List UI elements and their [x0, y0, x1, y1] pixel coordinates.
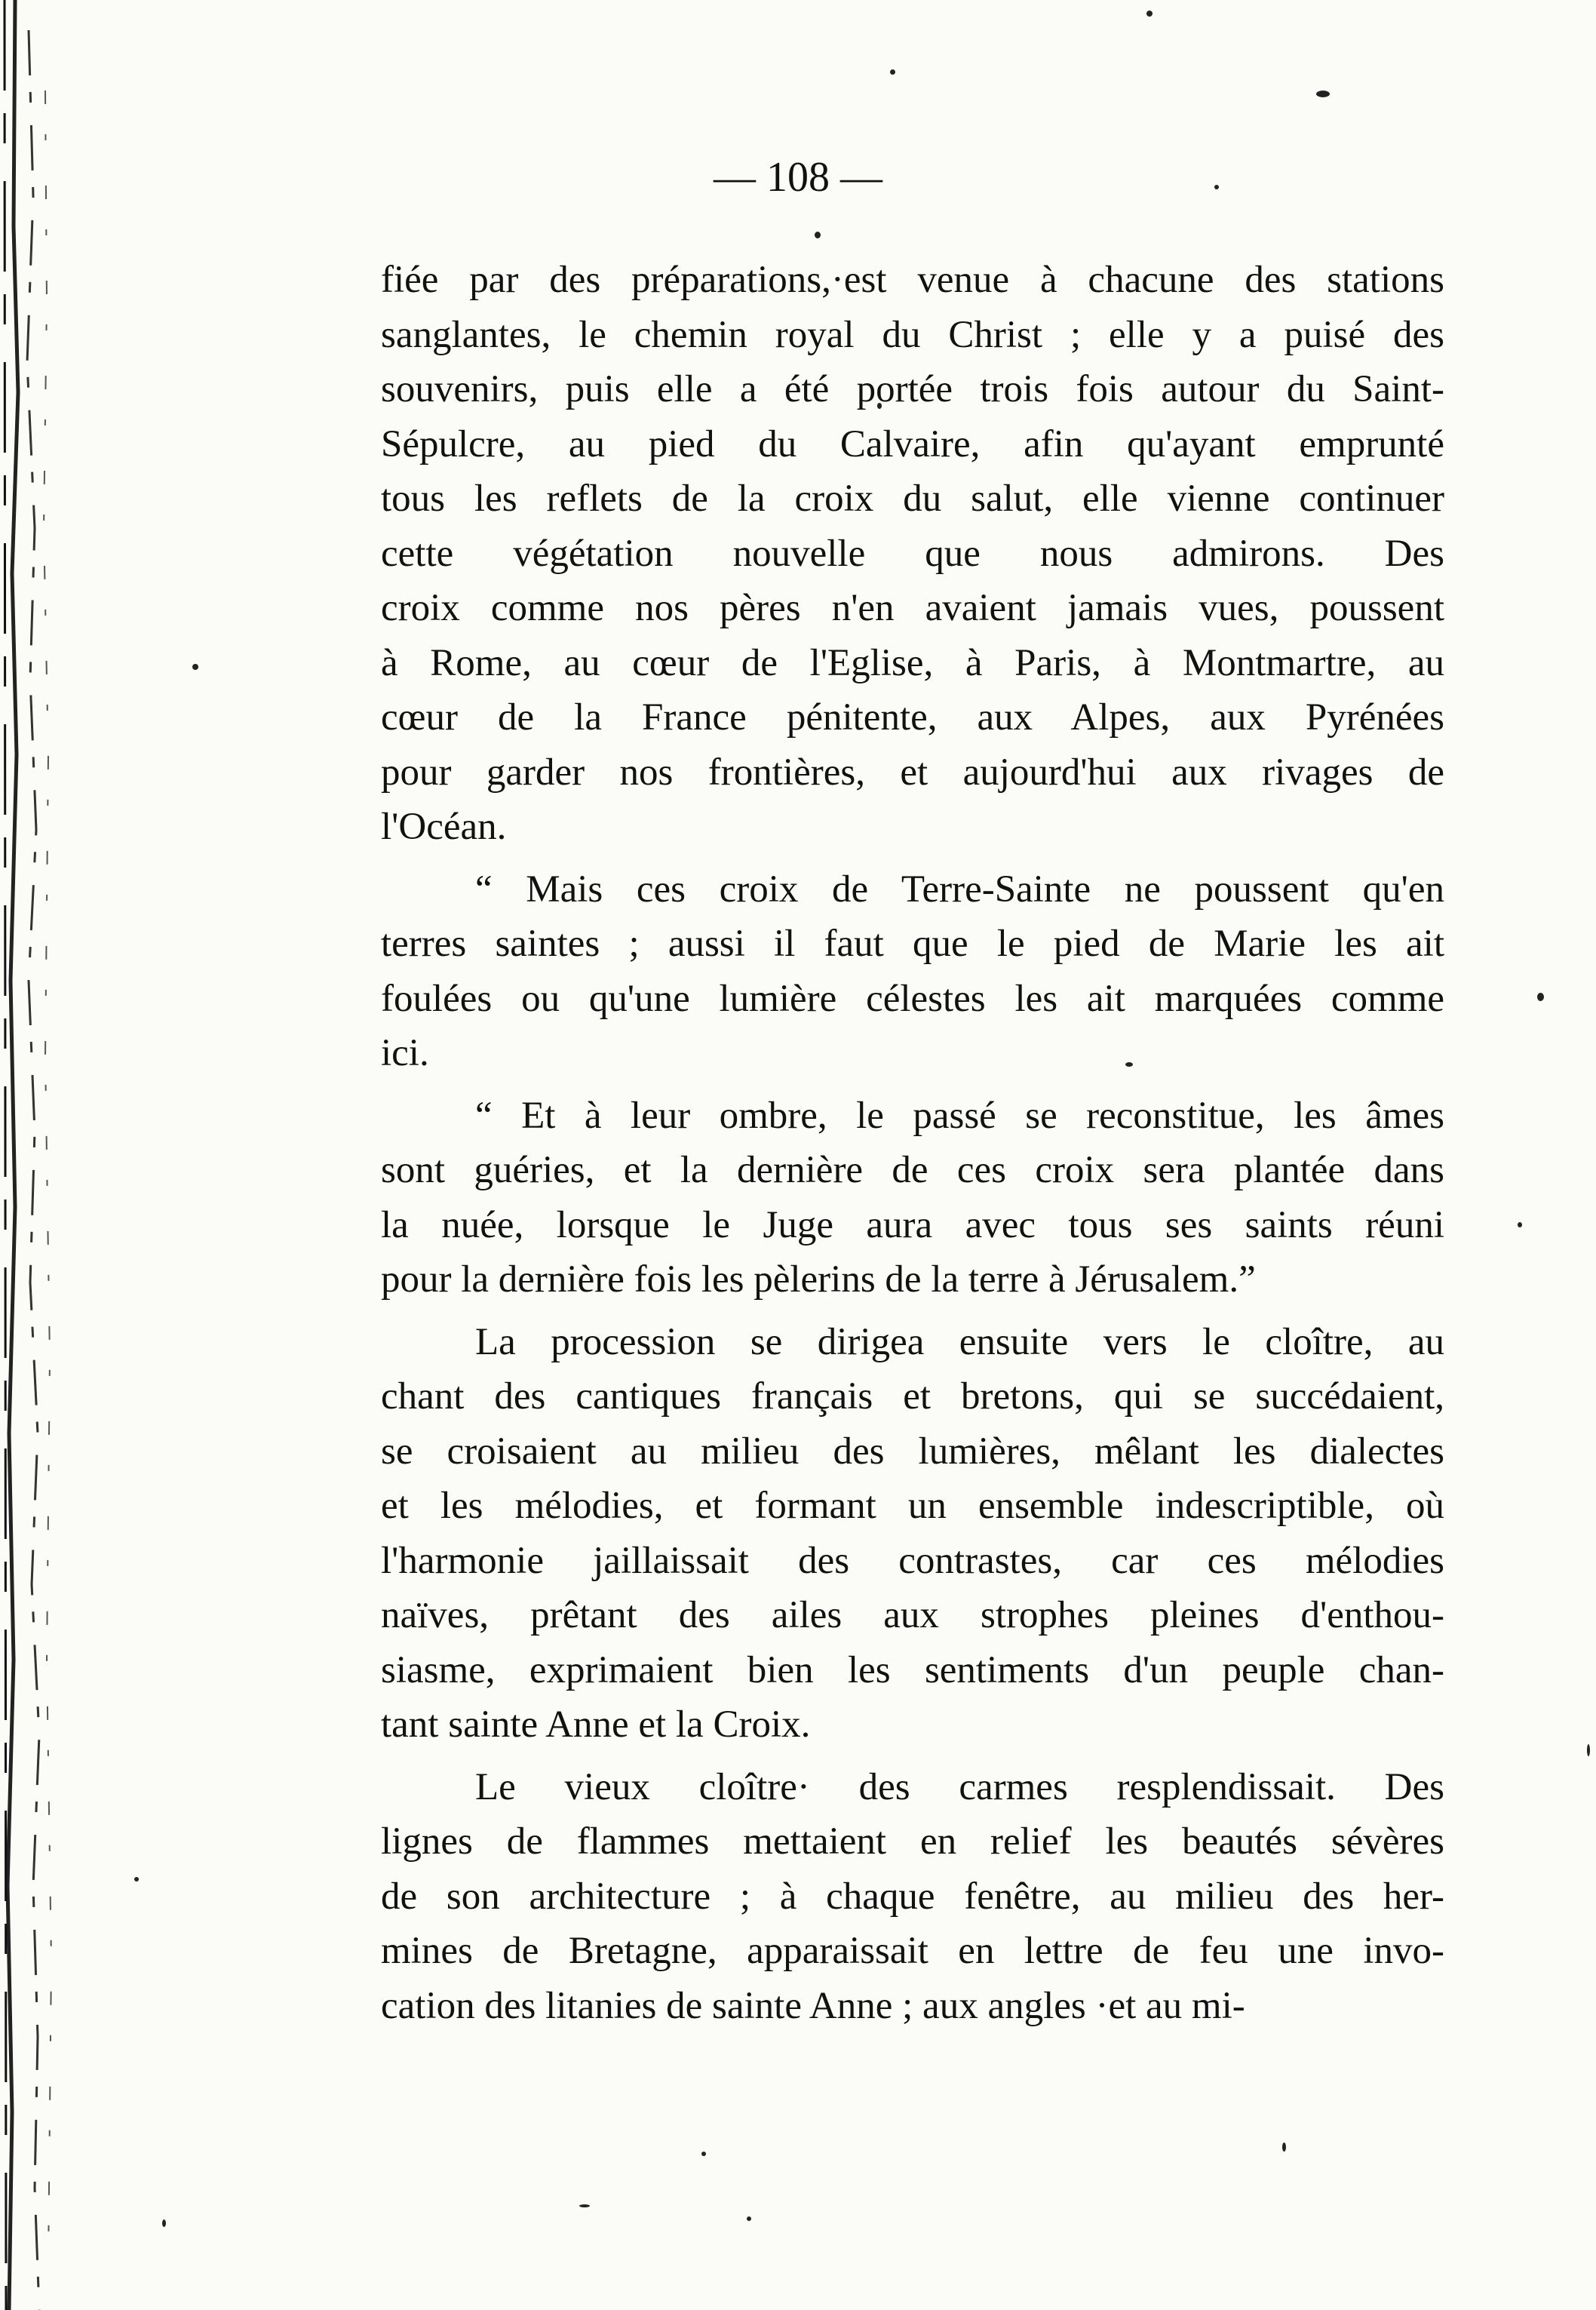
scan-speck: [579, 2204, 590, 2207]
paragraph: [381, 1315, 1444, 1752]
paragraph: [381, 862, 1444, 1081]
text-line: et les mélodies, et formant un ensemble indescriptible, où: [381, 1485, 1444, 1527]
text-line: à Rome, au cœur de l'Eglise, à Paris, à Montmartre, au: [381, 641, 1444, 684]
text-line: pour garder nos frontières, et aujourd'hui aux rivages de: [381, 751, 1444, 794]
body-text: [381, 253, 1444, 2033]
text-line: Le vieux cloître· des carmes resplendissait. Des: [475, 1765, 1444, 1808]
text-line: “ Et à leur ombre, le passé se reconstitue, les âmes: [475, 1094, 1444, 1137]
scan-speck: [1587, 1744, 1590, 1756]
text-line: terres saintes ; aussi il faut que le pied de Marie les ait: [381, 923, 1444, 965]
text-line: Sépulcre, au pied du Calvaire, afin qu'ayant emprunté: [381, 422, 1444, 465]
text-line: cation des litanies de sainte Anne ; aux angles ·et au mi-: [381, 1984, 1245, 2027]
text-line: “ Mais ces croix de Terre-Sainte ne poussent qu'en: [475, 868, 1444, 911]
text-line: sanglantes, le chemin royal du Christ ; elle y a puisé des: [381, 313, 1444, 356]
scan-speck: [701, 2152, 706, 2156]
scan-speck: [162, 2219, 166, 2227]
text-line: lignes de flammes mettaient en relief les beautés sévères: [381, 1820, 1444, 1863]
paragraph: [381, 1760, 1444, 2034]
text-line: cette végétation nouvelle que nous admirons. Des: [381, 532, 1444, 575]
text-line: souvenirs, puis elle a été portée trois fois autour du Saint-: [381, 368, 1444, 410]
text-line: la nuée, lorsque le Juge aura avec tous ses saints réuni: [381, 1203, 1444, 1246]
text-line: tous les reflets de la croix du salut, elle vienne continuer: [381, 478, 1444, 520]
scan-speck: [1537, 993, 1544, 1001]
text-line: se croisaient au milieu des lumières, mêlant les dialectes: [381, 1430, 1444, 1473]
paragraph-gap: [381, 1752, 1444, 1760]
scan-speck: [1518, 1222, 1522, 1227]
binding-edge: [0, 0, 68, 2310]
text-line: chant des cantiques français et bretons, qui se succédaient,: [381, 1375, 1444, 1418]
text-line: de son architecture ; à chaque fenêtre, au milieu des her-: [381, 1875, 1444, 1918]
text-line: mines de Bretagne, apparaissait en lettre de feu une invo-: [381, 1930, 1444, 1972]
text-line: cœur de la France pénitente, aux Alpes, aux Pyrénées: [381, 696, 1444, 739]
scan-speck: [747, 2216, 751, 2221]
scan-speck: [1146, 11, 1152, 17]
text-line: pour la dernière fois les pèlerins de la terre à Jérusalem.”: [381, 1258, 1256, 1301]
text-line: naïves, prêtant des ailes aux strophes pleines d'enthou-: [381, 1594, 1444, 1636]
scan-speck: [134, 1877, 139, 1881]
text-line: croix comme nos pères n'en avaient jamais vues, poussent: [381, 587, 1444, 629]
page-number: — 108 —: [714, 154, 882, 201]
text-line: foulées ou qu'une lumière célestes les ait marquées comme: [381, 977, 1444, 1020]
text-line: La procession se dirigea ensuite vers le cloître, au: [475, 1320, 1444, 1363]
scan-speck: [1282, 2143, 1286, 2152]
scan-speck: [192, 664, 198, 670]
text-line: siasme, exprimaient bien les sentiments d'un peuple chan-: [381, 1648, 1444, 1691]
paragraph: [381, 253, 1444, 855]
scan-speck: [1316, 91, 1330, 97]
scan-speck: [890, 69, 895, 75]
paragraph-gap: [381, 1081, 1444, 1089]
paragraph: [381, 1089, 1444, 1307]
text-line: ici.: [381, 1032, 429, 1074]
text-line: l'harmonie jaillaissait des contrastes, car ces mélodies: [381, 1539, 1444, 1582]
text-line: fiée par des préparations,·est venue à chacune des stations: [381, 259, 1444, 301]
paragraph-gap: [381, 855, 1444, 862]
text-line: sont guéries, et la dernière de ces croix sera plantée dans: [381, 1149, 1444, 1191]
scan-speck: [815, 232, 821, 238]
text-line: tant sainte Anne et la Croix.: [381, 1703, 811, 1746]
paragraph-gap: [381, 1307, 1444, 1315]
text-line: l'Océan.: [381, 806, 507, 848]
